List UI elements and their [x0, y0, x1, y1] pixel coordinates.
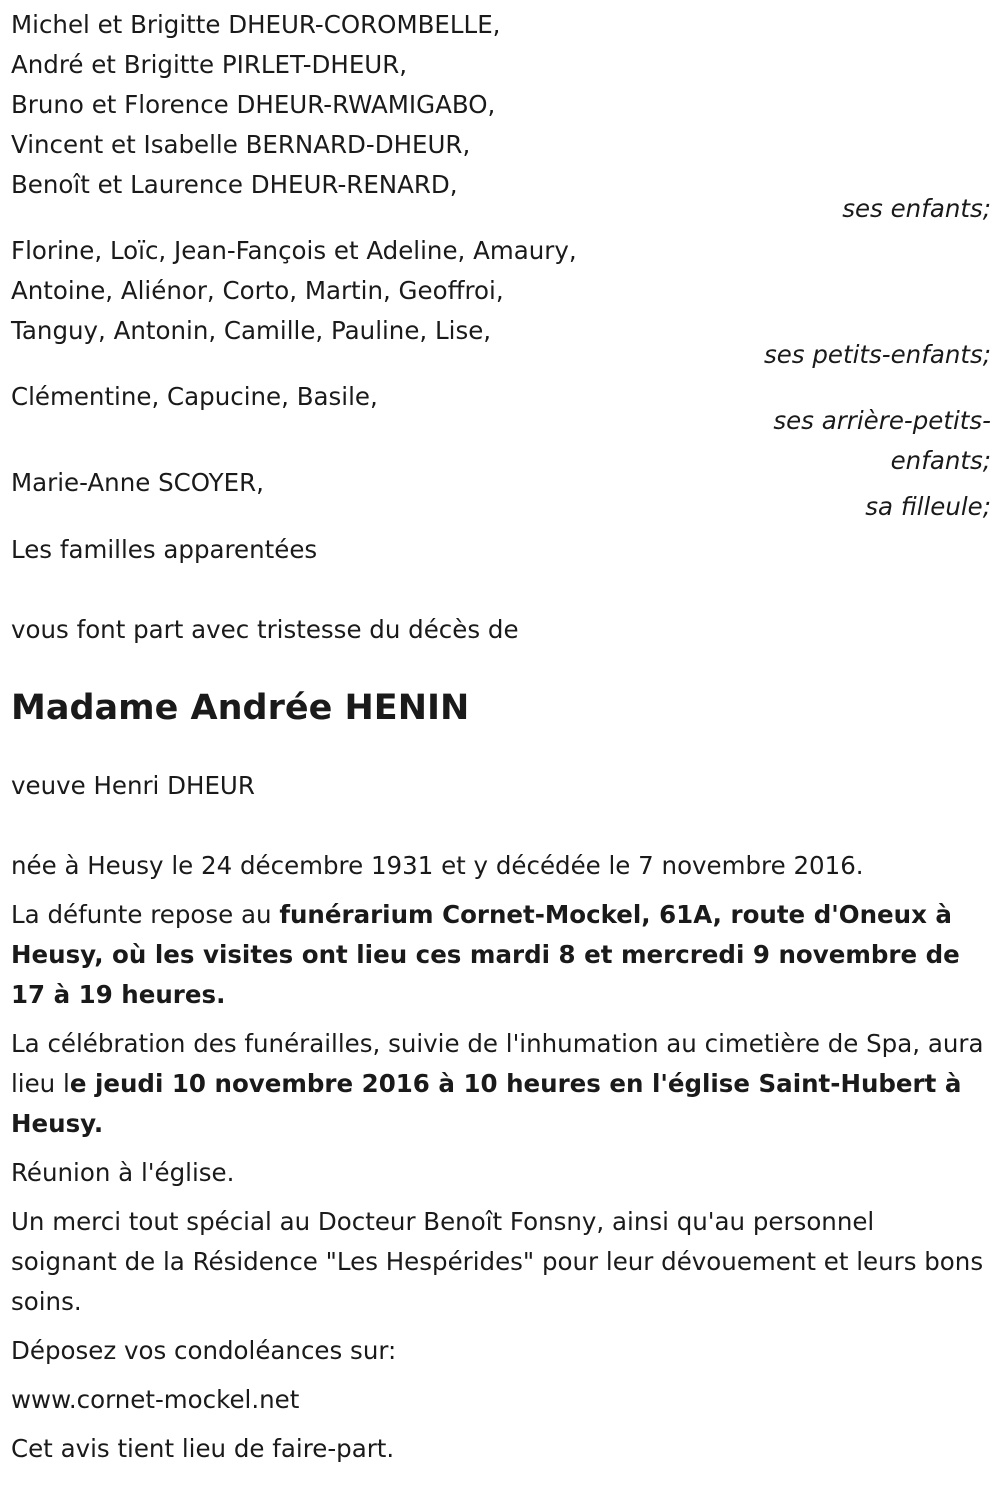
birth-death-line: née à Heusy le 24 décembre 1931 et y décédée le 7 novembre 2016. [11, 851, 864, 880]
website-link[interactable]: www.cornet-mockel.net [11, 1385, 300, 1414]
repose-details: funérarium Cornet-Mockel, 61A, route d'Oneux à Heusy, où les visites ont lieu ces mardi 8 et mercredi 9 novembre de 17 à 19 heures. [11, 900, 960, 1009]
obituary-notice [11, 5, 991, 1469]
announcement-line: vous font part avec tristesse du décès de [11, 615, 519, 644]
great-grandchildren-role-line1: ses arrière-petits- [773, 406, 991, 435]
child-name: Benoît et Laurence DHEUR-RENARD, [11, 170, 458, 199]
repose-intro: La défunte repose au [11, 900, 280, 929]
widow-of-line: veuve Henri DHEUR [11, 771, 255, 800]
repose-paragraph [11, 895, 986, 1015]
child-name: Bruno et Florence DHEUR-RWAMIGABO, [11, 90, 496, 119]
goddaughter-name: Marie-Anne SCOYER, [11, 468, 264, 497]
great-grandchildren-role-line2: enfants; [890, 446, 991, 475]
condolences-label: Déposez vos condoléances sur: [11, 1336, 397, 1365]
great-grandchild-names: Clémentine, Capucine, Basile, [11, 382, 378, 411]
reunion-line: Réunion à l'église. [11, 1158, 235, 1187]
child-name: Michel et Brigitte DHEUR-COROMBELLE, [11, 10, 501, 39]
thanks-paragraph: Un merci tout spécial au Docteur Benoît Fonsny, ainsi qu'au personnel soignant de la Résidence "Les Hespérides" pour leur dévouement et leurs bons soins. [11, 1207, 984, 1316]
grandchild-names: Tanguy, Antonin, Camille, Pauline, Lise, [11, 316, 492, 345]
families-line: Les familles apparentées [11, 535, 318, 564]
deceased-name: Madame Andrée HENIN [11, 688, 470, 728]
child-name: André et Brigitte PIRLET-DHEUR, [11, 50, 408, 79]
grandchildren-group [11, 231, 991, 375]
children-role: ses enfants; [842, 194, 991, 223]
grandchild-names: Antoine, Aliénor, Corto, Martin, Geoffroi, [11, 276, 504, 305]
children-group [11, 5, 991, 229]
celebration-intro: La célébration des funérailles, suivie de l'inhumation au cimetière de Spa, aura lieu l [11, 1029, 984, 1098]
notice-line: Cet avis tient lieu de faire-part. [11, 1434, 395, 1463]
grandchildren-role: ses petits-enfants; [763, 340, 991, 369]
celebration-details: e jeudi 10 novembre 2016 à 10 heures en l'église Saint-Hubert à Heusy. [11, 1069, 962, 1138]
goddaughter-group [11, 463, 991, 527]
celebration-paragraph [11, 1024, 986, 1144]
child-name: Vincent et Isabelle BERNARD-DHEUR, [11, 130, 471, 159]
goddaughter-role: sa filleule; [865, 492, 991, 521]
grandchild-names: Florine, Loïc, Jean-Fançois et Adeline, Amaury, [11, 236, 577, 265]
